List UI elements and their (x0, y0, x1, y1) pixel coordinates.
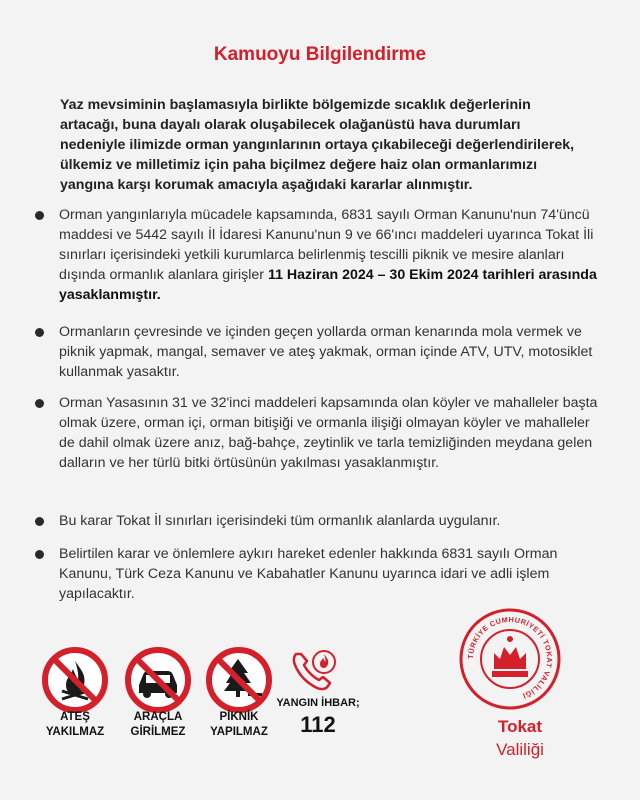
list-item-text: Orman yangınlarıyla mücadele kapsamında, 6831 sayılı Orman Kanunu'nun 74'üncü maddesi ve 5442 sayılı İl İdaresi Kanunu'nun 9 ve 66'ıncı maddeleri uyarınca Tokat İli sınırları içerisindeki yetkili kurumlarca belirlenmiş tescilli piknik ve mesire alanları dışında ormanlık alanlara girişler 11 Haziran 2024 – 30 Ekim 2024 tarihleri arasında yasaklanmıştır. (59, 207, 597, 303)
hotline-label: YANGIN İHBAR; (276, 697, 360, 709)
no-picnic-icon (204, 645, 274, 720)
bullet-dot-icon (35, 517, 44, 526)
no-fire-icon (40, 645, 110, 720)
page-title: Kamuoyu Bilgilendirme (213, 44, 427, 65)
intro-paragraph: Yaz mevsiminin başlamasıyla birlikte bölgemizde sıcaklık değerlerinin artacağı, buna dayalı olarak oluşabilecek olağanüstü hava durumları nedeniyle ilimizde orman yangınlarının ortaya çıkabileceği değerlendirilerek, ülkemiz ve milletimiz için paha biçilmez değere haiz olan ormanlarımızı yangına karşı korumak amacıyla aşağıdaki kararlar alınmıştır. (60, 97, 575, 193)
phone-fire-icon (290, 648, 340, 699)
ban-label-picnic: PİKNİK YAPILMAZ (210, 711, 268, 738)
ban-label-vehicle: ARAÇLA GİRİLMEZ (130, 711, 186, 738)
bullet-dot-icon (35, 550, 44, 559)
governorship-seal-icon (458, 607, 562, 716)
list-item-text: Orman Yasasının 31 ve 32'inci maddeleri kapsamında olan köyler ve mahalleler başta olmak üzere, orman içi, orman bitişiği ve ormanla ilişiği olmayan köyler ve mahalleler de dahil olmak üzere anız, bağ-bahçe, zeytinlik ve tarla temizliğinden meydana gelen dalların ve her türlü bitki örtüsünün yakılması yasaklanmıştır. (59, 395, 598, 471)
hotline-number: 112 (300, 712, 336, 737)
seal-ring-text: TÜRKİYE CUMHURİYETİ TOKAT VALİLİĞİ (465, 614, 555, 701)
ban-label-fire: ATEŞ YAKILMAZ (45, 711, 105, 738)
list-item-bold-text: 11 Haziran 2024 – 30 Ekim 2024 tarihleri arasında yasaklanmıştır. (59, 267, 597, 303)
organization-subtitle: Valiliği (496, 740, 544, 759)
bullet-dot-icon (35, 328, 44, 337)
bullet-dot-icon (35, 399, 44, 408)
list-item-text: Belirtilen karar ve önlemlere aykırı hareket edenler hakkında 6831 sayılı Orman Kanunu, Türk Ceza Kanunu ve Kabahatler Kanunu uyarınca idari ve adli işlem yapılacaktır. (59, 546, 558, 602)
bullet-dot-icon (35, 211, 44, 220)
no-vehicle-icon (123, 645, 193, 720)
list-item-text: Ormanların çevresinde ve içinden geçen yollarda orman kenarında mola vermek ve piknik yapmak, mangal, semaver ve ateş yakmak, orman içinde ATV, UTV, motosiklet kullanmak yasaktır. (59, 324, 593, 380)
organization-name: Tokat (497, 717, 543, 736)
list-item-text: Bu karar Tokat İl sınırları içerisindeki tüm ormanlık alanlarda uygulanır. (59, 513, 501, 529)
